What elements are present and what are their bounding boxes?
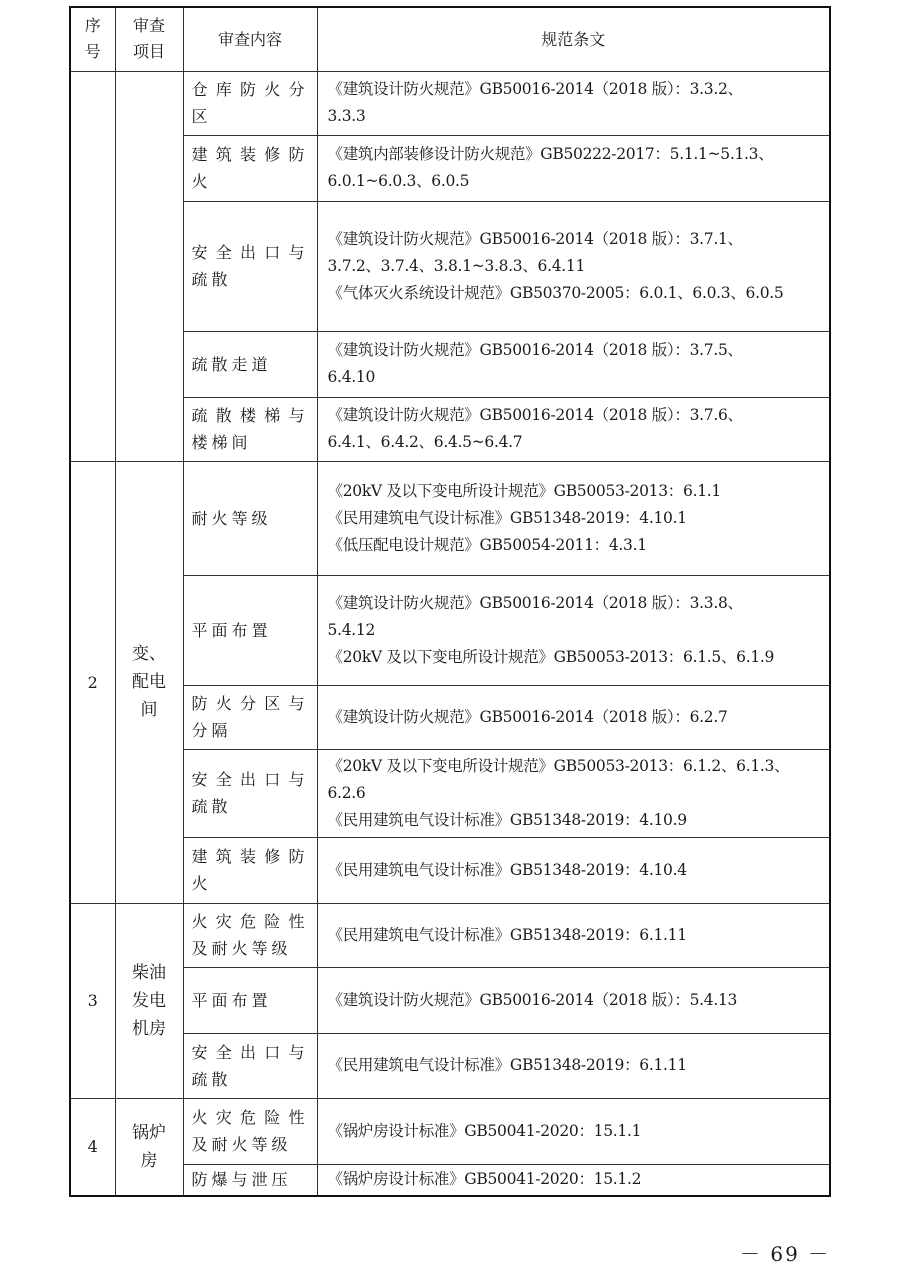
spec-line: 3.3.3 [327,107,366,125]
spec-line: 《民用建筑电气设计标准》GB51348-2019：4.10.1 [327,508,687,527]
table-row [70,135,830,201]
table-row [70,575,830,685]
review-item-cell [115,1098,183,1196]
review-content-cell: 疏散走道 [183,331,317,397]
spec-line: 《民用建筑电气设计标准》GB51348-2019：6.1.11 [327,1056,687,1074]
spec-line: 《20kV 及以下变电所设计规范》GB50053-2013：6.1.1 [327,481,721,500]
review-item-cell [115,903,183,1098]
review-content-cell: 安全出口与疏散 [183,749,317,837]
spec-line: 《建筑设计防火规范》GB50016-2014（2018 版）：6.2.7 [327,707,728,726]
spec-line: 5.4.12 [327,620,376,639]
review-table [69,6,831,1197]
header-seq: 序号 [70,7,115,71]
spec-line: 《低压配电设计规范》GB50054-2011：4.3.1 [327,535,647,554]
header-item: 审查项目 [115,7,183,71]
spec-cell [317,903,830,967]
spec-line: 《20kV 及以下变电所设计规范》GB50053-2013：6.1.2、6.1.3、 [327,756,790,775]
spec-line: 6.4.10 [327,368,376,386]
review-content-cell: 建筑装修防火 [183,135,317,201]
spec-line: 6.0.1~6.0.3、6.0.5 [327,172,470,190]
table-row [70,1098,830,1164]
spec-cell [317,71,830,135]
seq-cell: 4 [70,1098,115,1196]
spec-line: 3.7.2、3.7.4、3.8.1~3.8.3、6.4.11 [327,256,586,275]
seq-cell [70,71,115,461]
spec-cell [317,135,830,201]
spec-cell [317,967,830,1033]
review-item-label: 变、配电间 [132,644,166,720]
spec-cell [317,1033,830,1098]
table-row [70,903,830,967]
spec-cell [317,575,830,685]
review-content-cell: 火灾危险性及耐火等级 [183,1098,317,1164]
spec-cell [317,1164,830,1196]
review-item-cell [115,461,183,903]
review-content-cell: 防爆与泄压 [183,1164,317,1196]
table-row [70,1033,830,1098]
review-item-cell [115,71,183,461]
spec-line: 《民用建筑电气设计标准》GB51348-2019：4.10.9 [327,810,687,829]
spec-line: 《锅炉房设计标准》GB50041-2020：15.1.2 [327,1170,642,1189]
spec-cell [317,685,830,749]
table-row [70,331,830,397]
table-row [70,967,830,1033]
review-item-label: 柴油发电机房 [132,962,166,1039]
spec-line: 《建筑设计防火规范》GB50016-2014（2018 版）：3.7.1、 [327,229,743,248]
spec-cell [317,1098,830,1164]
table-row [70,397,830,461]
review-content-cell: 防火分区与分隔 [183,685,317,749]
seq-cell: 2 [70,461,115,903]
spec-line: 《民用建筑电气设计标准》GB51348-2019：6.1.11 [327,925,687,944]
spec-line: 《建筑设计防火规范》GB50016-2014（2018 版）：3.7.5、 [327,341,743,359]
spec-cell [317,201,830,331]
table-row [70,461,830,575]
table-row [70,1164,830,1196]
table-row [70,71,830,135]
header-row [70,7,830,71]
review-content-cell: 平面布置 [183,967,317,1033]
review-content-cell: 安全出口与疏散 [183,201,317,331]
spec-line: 《建筑内部装修设计防火规范》GB50222-2017：5.1.1~5.1.3、 [327,145,774,163]
spec-cell [317,461,830,575]
table-row [70,201,830,331]
review-content-cell: 耐火等级 [183,461,317,575]
table-row [70,685,830,749]
spec-cell [317,331,830,397]
header-spec: 规范条文 [317,7,830,71]
seq-cell: 3 [70,903,115,1098]
review-content-cell: 平面布置 [183,575,317,685]
spec-cell [317,397,830,461]
header-content: 审查内容 [183,7,317,71]
review-content-cell: 仓库防火分区 [183,71,317,135]
review-content-cell: 疏散楼梯与楼梯间 [183,397,317,461]
spec-line: 《气体灭火系统设计规范》GB50370-2005：6.0.1、6.0.3、6.0.5 [327,283,784,302]
review-item-label: 锅炉房 [132,1122,166,1171]
spec-cell [317,837,830,903]
spec-line: 《建筑设计防火规范》GB50016-2014（2018 版）：3.7.6、 [327,406,743,424]
page-number: － 69 － [740,1242,831,1266]
spec-line: 《锅炉房设计标准》GB50041-2020：15.1.1 [327,1121,642,1140]
review-content-cell: 安全出口与疏散 [183,1033,317,1098]
spec-line: 《建筑设计防火规范》GB50016-2014（2018 版）：3.3.2、 [327,80,743,98]
spec-line: 《民用建筑电气设计标准》GB51348-2019：4.10.4 [327,860,687,879]
spec-line: 6.2.6 [327,783,366,802]
table-row [70,837,830,903]
table-row [70,749,830,837]
review-content-cell: 火灾危险性及耐火等级 [183,903,317,967]
spec-line: 《建筑设计防火规范》GB50016-2014（2018 版）：5.4.13 [327,990,738,1009]
spec-line: 《20kV 及以下变电所设计规范》GB50053-2013：6.1.5、6.1.9 [327,647,775,666]
spec-line: 《建筑设计防火规范》GB50016-2014（2018 版）：3.3.8、 [327,593,743,612]
spec-line: 6.4.1、6.4.2、6.4.5~6.4.7 [327,433,523,451]
review-content-cell: 建筑装修防火 [183,837,317,903]
spec-cell [317,749,830,837]
